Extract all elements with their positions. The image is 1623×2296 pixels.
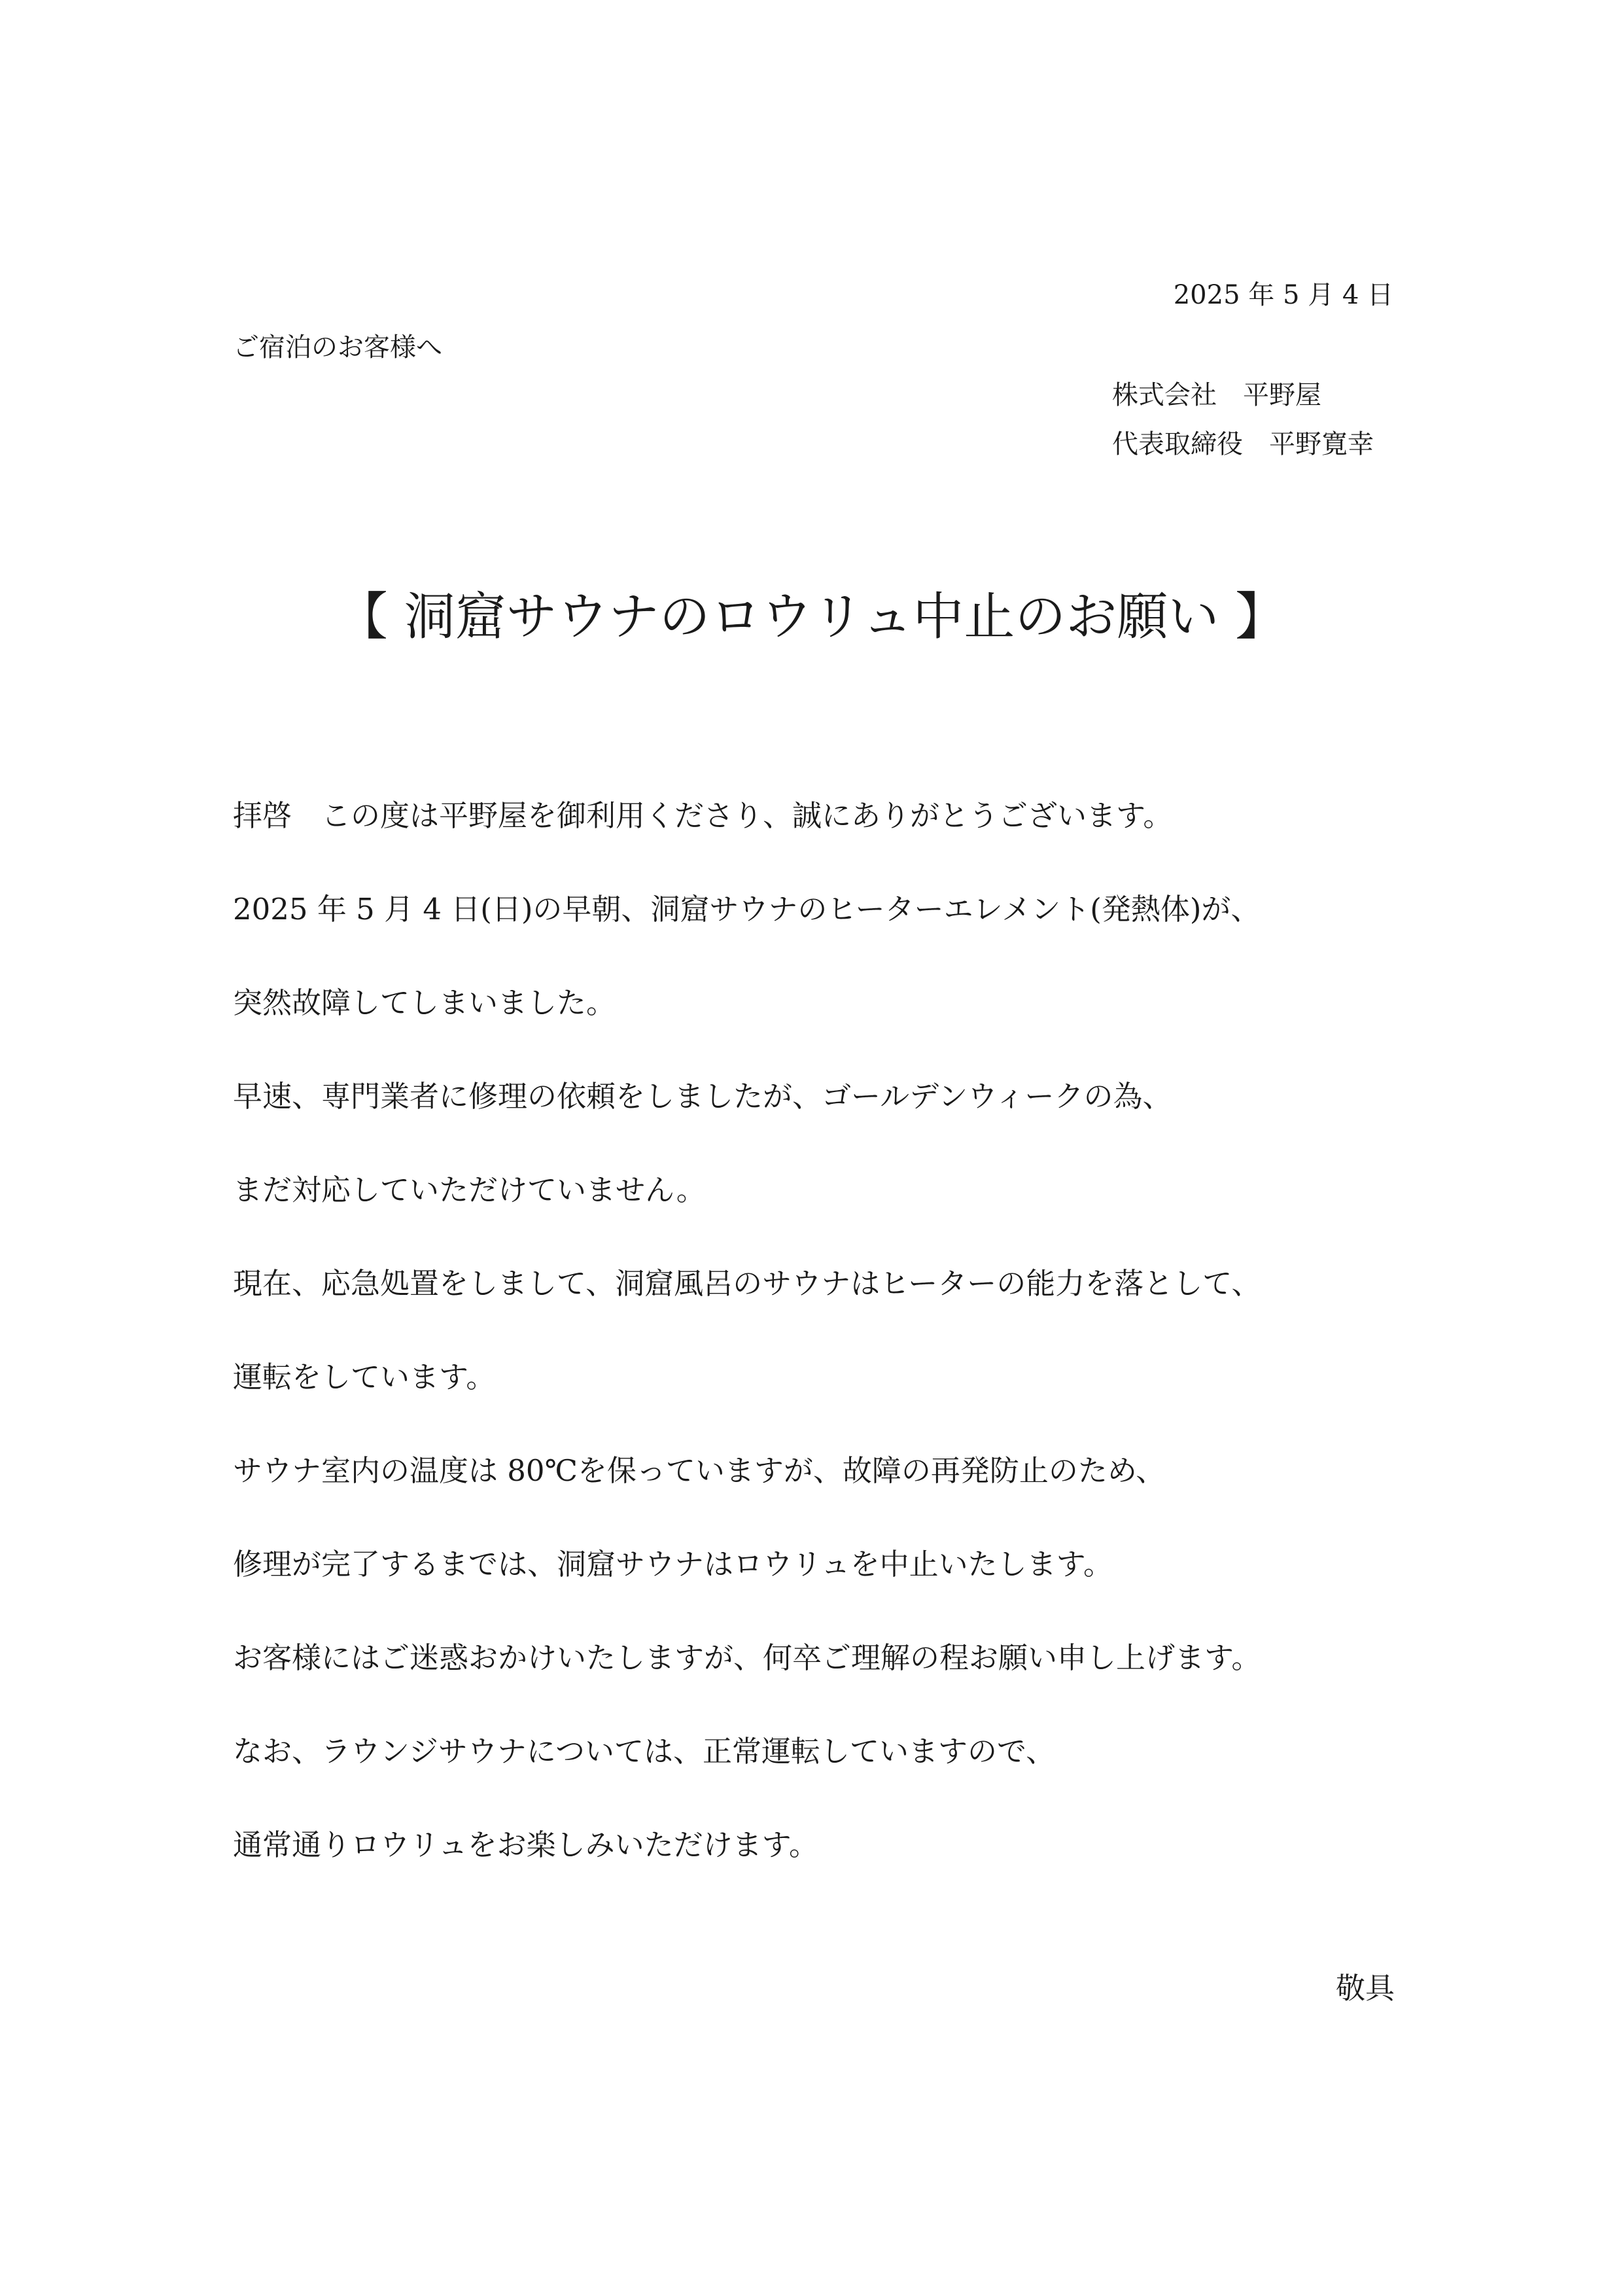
sender-block	[1112, 378, 1374, 476]
body-line: サウナ室内の温度は 80℃を保っていますが、故障の再発防止のため、	[233, 1453, 1166, 1488]
body-line: 2025 年 5 月 4 日(日)の早朝、洞窟サウナのヒーターエレメント(発熱体)が、	[233, 892, 1261, 927]
body-line: 早速、専門業者に修理の依頼をしましたが、ゴールデンウィークの為、	[233, 1079, 1172, 1114]
sender-representative: 代表取締役 平野寛幸	[1112, 429, 1374, 459]
body-line: お客様にはご迷惑おかけいたしますが、何卒ご理解の程お願い申し上げます。	[233, 1640, 1261, 1675]
body-line: なお、ラウンジサウナについては、正常運転していますので、	[233, 1734, 1056, 1769]
body-line: 突然故障してしまいました。	[233, 985, 616, 1020]
body-line: 拝啓 この度は平野屋を御利用くださり、誠にありがとうございます。	[233, 798, 1173, 833]
notice-title: 【 洞窟サウナのロウリュ中止のお願い 】	[336, 588, 1287, 646]
body-line: 現在、応急処置をしまして、洞窟風呂のサウナはヒーターの能力を落として、	[233, 1266, 1261, 1301]
body-line: 運転をしています。	[233, 1360, 496, 1394]
recipient-line: ご宿泊のお客様へ	[233, 332, 442, 362]
body-line: まだ対応していただけていません。	[233, 1173, 706, 1207]
body-line: 修理が完了するまでは、洞窟サウナはロウリュを中止いたします。	[233, 1547, 1113, 1581]
letter-date: 2025 年 5 月 4 日	[1173, 280, 1393, 310]
closing-phrase: 敬具	[1335, 1971, 1395, 2005]
body-line: 通常通りロウリュをお楽しみいただけます。	[233, 1828, 819, 1862]
sender-company: 株式会社 平野屋	[1112, 380, 1321, 410]
letter-body	[233, 797, 1261, 1920]
